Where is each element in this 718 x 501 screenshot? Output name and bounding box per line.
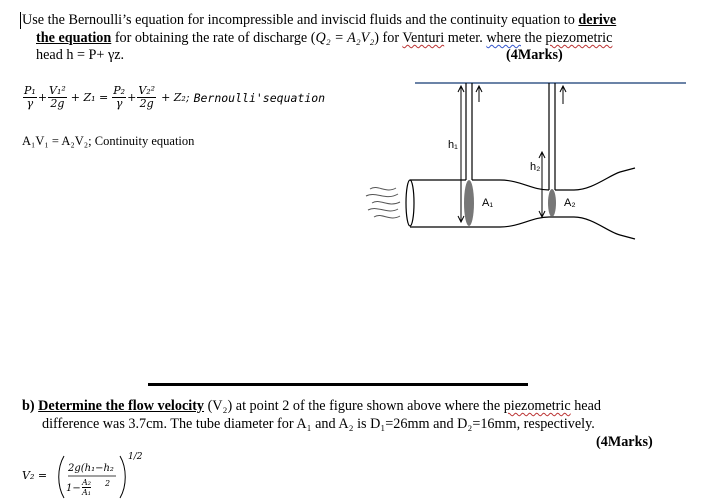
ratio-exponent: 2 — [105, 479, 111, 488]
pipe-inlet-end — [406, 180, 414, 226]
v1-over-2g: $\frac{\text{V₁²}}{2g}$ — [49, 84, 66, 110]
v2-symbol: V₂ = — [22, 469, 48, 482]
v2-over-2g: $\frac{\text{V₂²}}{2g}$ — [138, 84, 156, 110]
question-a-line-2: the equation for obtaining the rate of discharge (Q₂ = A₂V₂) for Venturi meter. where the piezometric — [36, 30, 613, 46]
root-exponent: 1/2 — [128, 452, 143, 462]
flow-line — [370, 188, 396, 190]
bernoulli-label: Bernoulli'sequation — [193, 90, 326, 105]
head-definition: head h = P+ γz. — [36, 47, 125, 63]
question-a-line-3 — [36, 47, 124, 64]
where-word: where — [486, 30, 521, 46]
question-a-marks: (4Marks) — [506, 47, 563, 63]
question-a-line-1 — [22, 12, 616, 29]
question-b-line-2: difference was 3.7cm. The tube diameter for A₁ and A₂ is D₁=26mm and D₂=16mm, respectively. — [42, 416, 595, 432]
piezometric-word-b: piezometric — [503, 398, 571, 414]
a2-label: A₂ — [564, 197, 576, 209]
text-cursor — [20, 12, 21, 29]
p1-over-gamma: $\frac{\text{P₁}}{\gamma}$ — [24, 84, 36, 110]
p2-over-gamma: $\frac{\text{P₂}}{\gamma}$ — [113, 84, 126, 110]
venturi-figure — [360, 72, 700, 262]
q2-expression: Q₂ = A₂V₂ — [315, 30, 375, 46]
question-b-marks: (4Marks) — [596, 434, 653, 450]
the-equation-emphasis: the equation — [36, 30, 112, 46]
section-a2-shape — [548, 189, 556, 217]
area-ratio: A₂ A₁ — [82, 478, 91, 497]
continuity-equation: A₁V₁ = A₂V₂; Continuity equation — [22, 134, 195, 148]
derive-emphasis: derive — [578, 12, 617, 28]
question-a-text: Use the Bernoulli’s equation for incompressible and inviscid fluids and the continuity equation to — [22, 12, 579, 28]
formula-numerator: 2g(h₁−h₂ — [68, 463, 114, 474]
section-divider — [148, 383, 528, 386]
formula-denominator: 1− — [66, 483, 81, 494]
pipe-bottom-wall — [410, 217, 635, 239]
bernoulli-equation: $\frac{\text{P₁}}{\gamma}$ + $\frac{\text{V₁²}}{2g}$ + Z₁ = $\frac{\text{P₂}}{\gamma}$ + $\frac{\text{V₂²}}{2g}$ + Z₂; Bernoulli'sequation — [24, 84, 326, 110]
question-b-line-1: b) Determine the flow velocity (V₂) at point 2 of the figure shown above where the piezometric head — [22, 398, 601, 414]
section-a1-shape — [464, 180, 474, 226]
piezometric-word: piezometric — [545, 30, 613, 46]
determine-emphasis: Determine the flow velocity — [38, 398, 205, 414]
a1-label: A₁ — [482, 197, 494, 209]
pipe-top-wall — [410, 168, 635, 190]
h2-label: h₂ — [530, 161, 541, 173]
h1-label: h₁ — [448, 139, 458, 151]
venturi-word: Venturi — [402, 30, 445, 46]
